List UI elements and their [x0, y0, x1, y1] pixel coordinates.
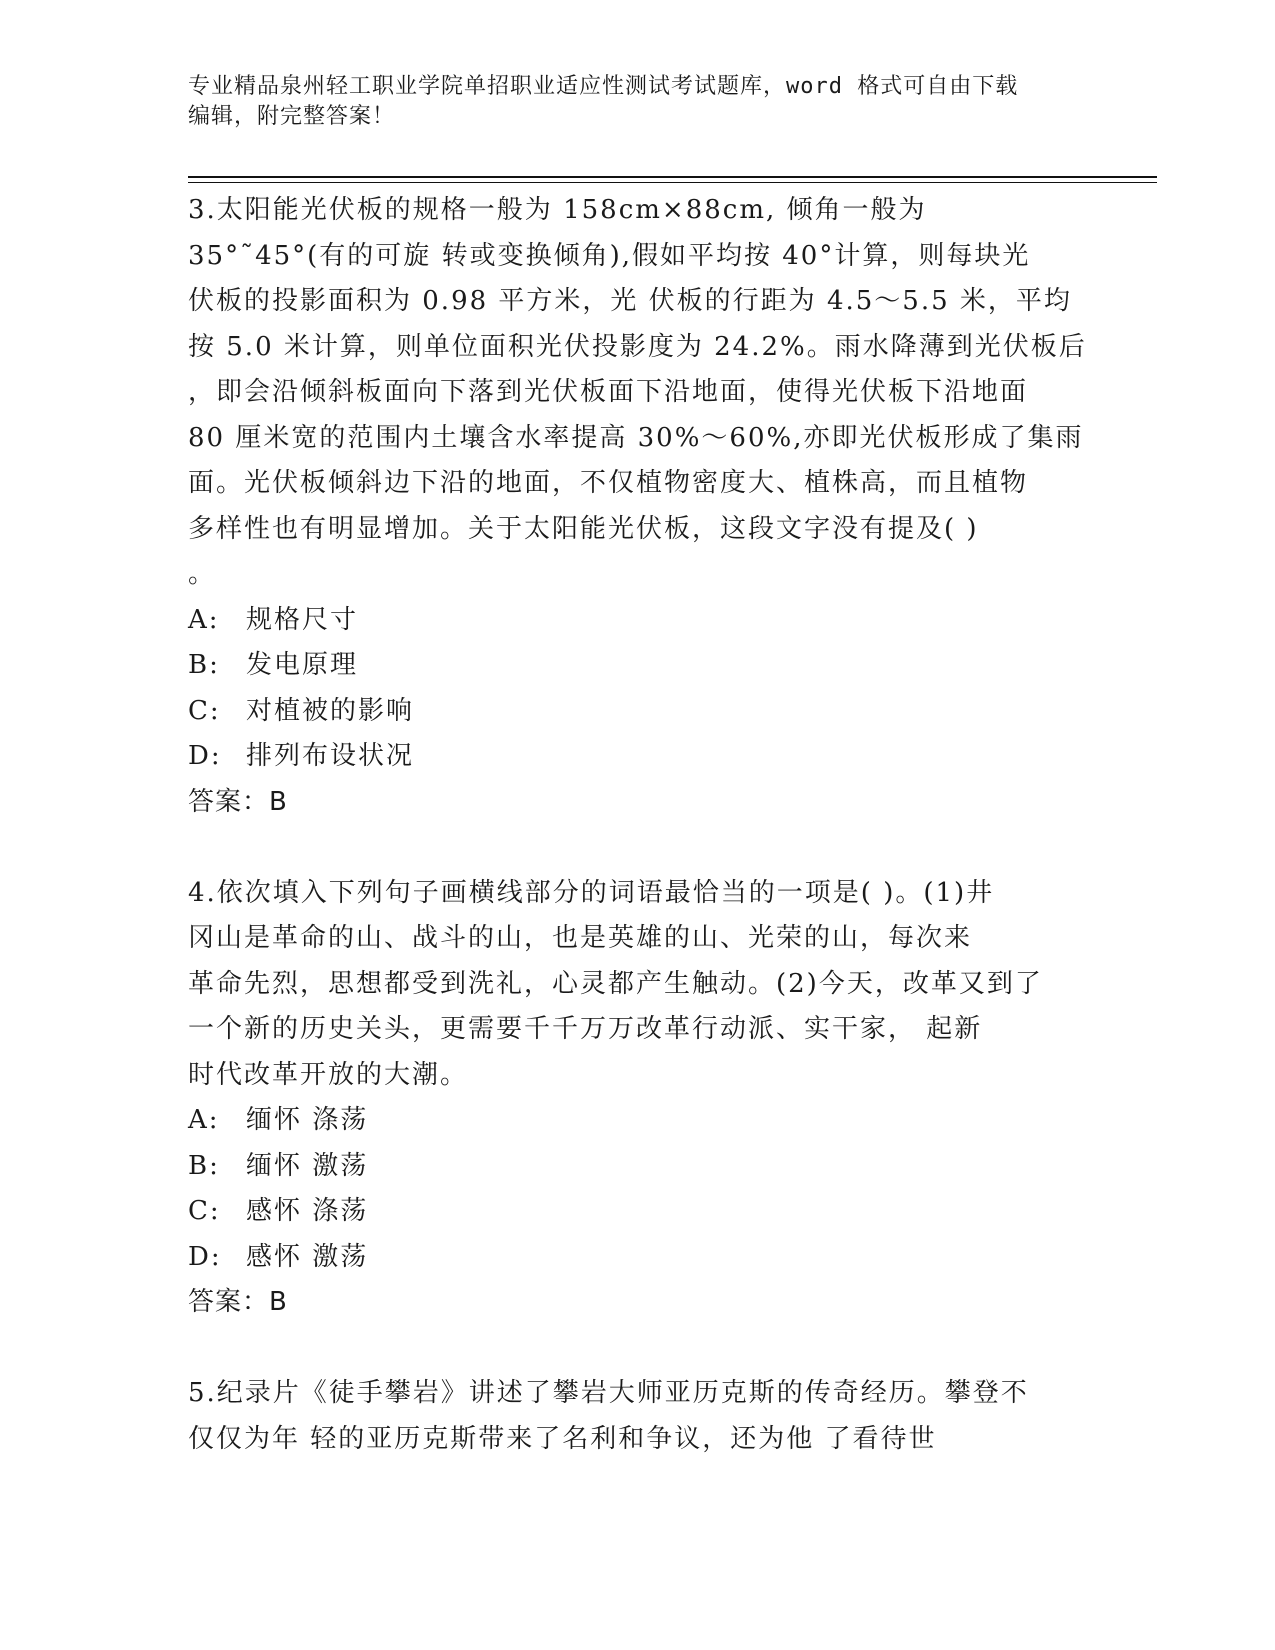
option-key: B: — [188, 1150, 220, 1181]
question-line: 伏板的投影面积为 0.98 平方米，光 伏板的行距为 4.5～5.5 米，平均 — [188, 286, 1072, 316]
page-header — [188, 72, 1088, 132]
option-b — [188, 643, 1088, 689]
question-3 — [188, 188, 1088, 825]
document-body — [188, 188, 1088, 1462]
header-rule-thin — [188, 182, 1157, 183]
option-text: 发电原理 — [246, 650, 359, 680]
spacer — [188, 825, 1088, 871]
answer-label: 答案：B — [188, 786, 288, 817]
option-d — [188, 734, 1088, 780]
option-key: B: — [188, 650, 220, 680]
option-key: C: — [188, 1196, 221, 1226]
spacer — [188, 1326, 1088, 1372]
option-text: 感怀 涤荡 — [246, 1196, 369, 1226]
question-4 — [188, 871, 1088, 1326]
header-rule-thick — [188, 176, 1157, 178]
header-line-1: 专业精品泉州轻工职业学院单招职业适应性测试考试题库，word 格式可自由下载 — [188, 74, 1019, 99]
option-b — [188, 1144, 1088, 1190]
question-5 — [188, 1371, 1088, 1462]
question-line: 一个新的历史关头，更需要千千万万改革行动派、实干家， 起新 — [188, 1014, 983, 1044]
question-line: ，即会沿倾斜板面向下落到光伏板面下沿地面，使得光伏板下沿地面 — [188, 377, 1029, 407]
question-line: 仅仅为年 轻的亚历克斯带来了名利和争议，还为他 了看待世 — [188, 1423, 937, 1454]
option-key: A: — [188, 1105, 220, 1135]
option-a — [188, 598, 1088, 644]
answer-label: 答案：B — [188, 1287, 288, 1317]
question-line: 多样性也有明显增加。关于太阳能光伏板，这段文字没有提及( ) — [188, 513, 979, 544]
option-key: A: — [188, 604, 220, 635]
option-d — [188, 1235, 1088, 1281]
option-text: 缅怀 涤荡 — [246, 1105, 369, 1135]
option-text: 规格尺寸 — [246, 604, 359, 635]
option-text: 对植被的影响 — [246, 695, 415, 726]
question-line: 5.纪录片《徒手攀岩》讲述了攀岩大师亚历克斯的传奇经历。攀登不 — [188, 1378, 1029, 1408]
option-text: 感怀 激荡 — [246, 1241, 369, 1272]
option-key: D: — [188, 1241, 222, 1272]
option-c — [188, 1189, 1088, 1235]
header-line-2: 编辑，附完整答案！ — [188, 104, 396, 129]
question-line: 革命先烈，思想都受到洗礼，心灵都产生触动。(2)今天，改革又到了 — [188, 968, 1043, 999]
question-line: 冈山是革命的山、战斗的山，也是英雄的山、光荣的山，每次来 — [188, 923, 973, 953]
option-key: D: — [188, 741, 222, 771]
option-text: 排列布设状况 — [246, 741, 415, 771]
question-line: 3.太阳能光伏板的规格一般为 158cm×88cm, 倾角一般为 — [188, 195, 927, 225]
question-line: 35°˜45°(有的可旋 转或变换倾角),假如平均按 40°计算，则每块光 — [188, 240, 1031, 271]
question-line: 。 — [188, 559, 217, 589]
option-key: C: — [188, 695, 221, 726]
question-line: 面。光伏板倾斜边下沿的地面，不仅植物密度大、植株高，而且植物 — [188, 468, 1029, 498]
question-line: 4.依次填入下列句子画横线部分的词语最恰当的一项是( )。(1)井 — [188, 877, 995, 908]
option-a — [188, 1098, 1088, 1144]
question-line: 80 厘米宽的范围内土壤含水率提高 30%～60%,亦即光伏板形成了集雨 — [188, 422, 1084, 453]
option-text: 缅怀 激荡 — [246, 1150, 369, 1181]
question-line: 时代改革开放的大潮。 — [188, 1059, 469, 1090]
option-c — [188, 689, 1088, 735]
question-line: 按 5.0 米计算，则单位面积光伏投影度为 24.2%。雨水降薄到光伏板后 — [188, 331, 1087, 362]
